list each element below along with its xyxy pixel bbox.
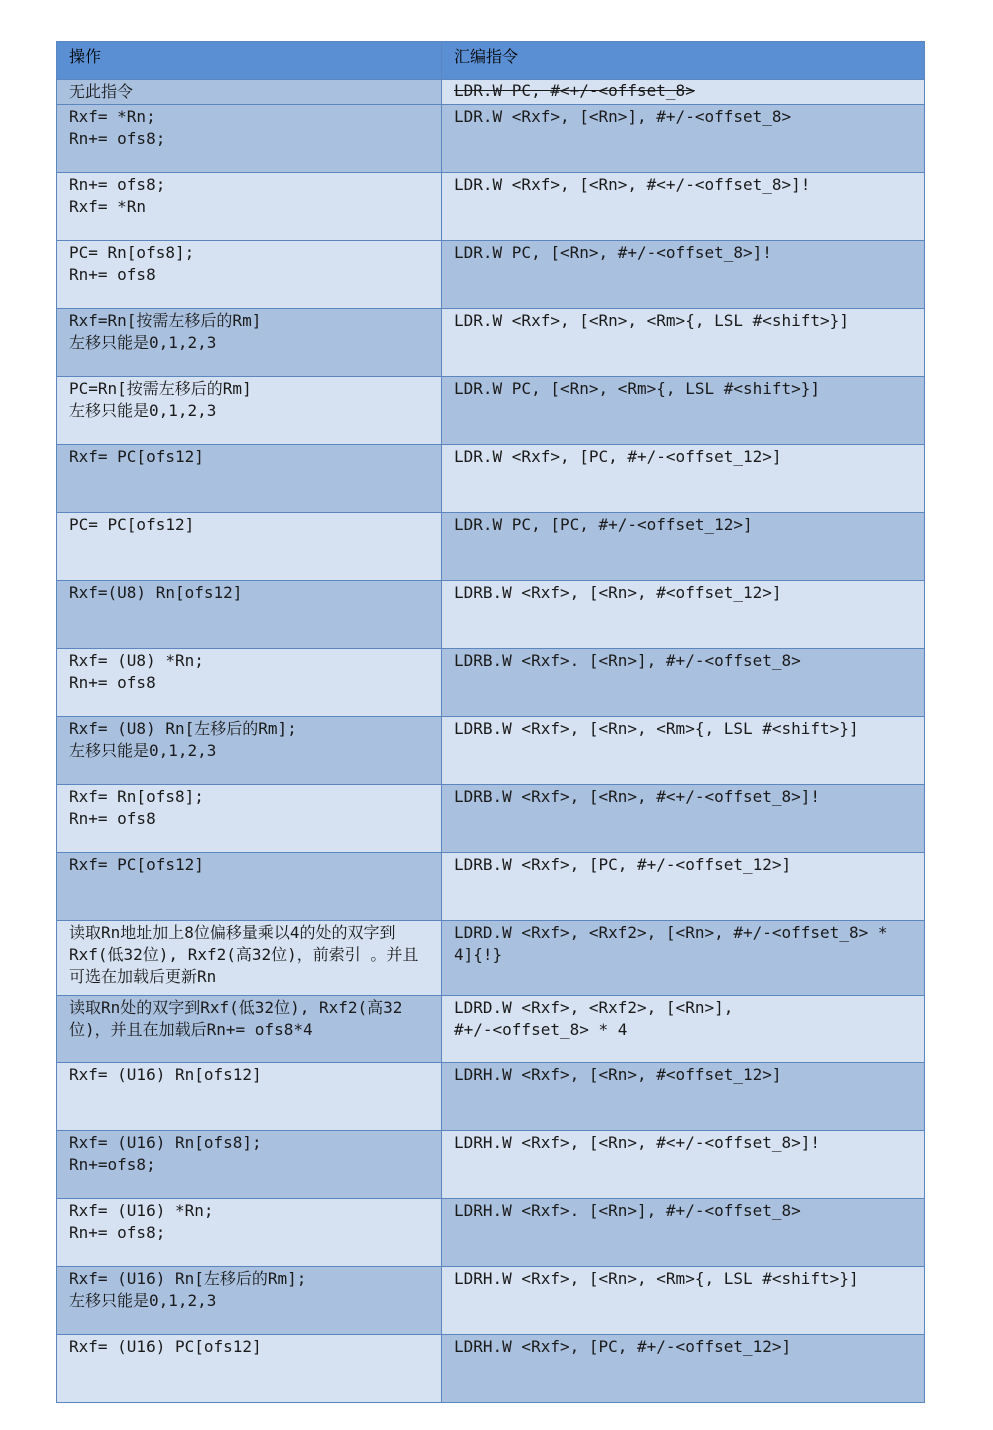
operation-cell: Rxf= (U16) Rn[ofs12] xyxy=(57,1063,442,1131)
assembly-cell: LDRH.W <Rxf>, [<Rn>, <Rm>{, LSL #<shift>}] xyxy=(442,1267,925,1335)
operation-cell: 无此指令 xyxy=(57,80,442,105)
assembly-cell: LDR.W PC, [PC, #+/-<offset_12>] xyxy=(442,513,925,581)
operation-cell: Rxf= (U8) Rn[左移后的Rm]; 左移只能是0,1,2,3 xyxy=(57,717,442,785)
instruction-table xyxy=(56,41,925,1403)
assembly-cell: LDRH.W <Rxf>, [<Rn>, #<offset_12>] xyxy=(442,1063,925,1131)
operation-cell: Rxf= PC[ofs12] xyxy=(57,853,442,921)
assembly-cell: LDR.W <Rxf>, [<Rn>, #<+/-<offset_8>]! xyxy=(442,173,925,241)
assembly-cell: LDRH.W <Rxf>, [PC, #+/-<offset_12>] xyxy=(442,1335,925,1403)
assembly-cell: LDR.W PC, #<+/-<offset_8> xyxy=(442,80,925,105)
table-row xyxy=(57,921,925,996)
assembly-cell: LDRH.W <Rxf>. [<Rn>], #+/-<offset_8> xyxy=(442,1199,925,1267)
assembly-cell: LDR.W <Rxf>, [<Rn>, <Rm>{, LSL #<shift>}] xyxy=(442,309,925,377)
table-row xyxy=(57,1267,925,1335)
table-row xyxy=(57,1199,925,1267)
table-row xyxy=(57,80,925,105)
table-row xyxy=(57,1063,925,1131)
assembly-cell: LDR.W PC, [<Rn>, <Rm>{, LSL #<shift>}] xyxy=(442,377,925,445)
operation-cell: 读取Rn处的双字到Rxf(低32位), Rxf2(高32位)，并且在加载后Rn+= ofs8*4 xyxy=(57,996,442,1063)
assembly-cell: LDR.W <Rxf>, [<Rn>], #+/-<offset_8> xyxy=(442,105,925,173)
assembly-cell: LDRH.W <Rxf>, [<Rn>, #<+/-<offset_8>]! xyxy=(442,1131,925,1199)
table-row xyxy=(57,785,925,853)
table-row xyxy=(57,996,925,1063)
table-row xyxy=(57,581,925,649)
operation-cell: Rxf= (U16) PC[ofs12] xyxy=(57,1335,442,1403)
table-row xyxy=(57,853,925,921)
table-row xyxy=(57,445,925,513)
table-row xyxy=(57,1131,925,1199)
assembly-cell: LDRD.W <Rxf>, <Rxf2>, [<Rn>], #+/-<offset_8> * 4 xyxy=(442,996,925,1063)
assembly-cell: LDRB.W <Rxf>. [<Rn>], #+/-<offset_8> xyxy=(442,649,925,717)
assembly-cell: LDRB.W <Rxf>, [<Rn>, <Rm>{, LSL #<shift>}] xyxy=(442,717,925,785)
operation-cell: Rxf= (U16) Rn[ofs8]; Rn+=ofs8; xyxy=(57,1131,442,1199)
operation-cell: Rxf= PC[ofs12] xyxy=(57,445,442,513)
operation-cell: Rxf= (U8) *Rn; Rn+= ofs8 xyxy=(57,649,442,717)
operation-cell: Rxf= (U16) Rn[左移后的Rm]; 左移只能是0,1,2,3 xyxy=(57,1267,442,1335)
table-row xyxy=(57,1335,925,1403)
operation-cell: Rxf= (U16) *Rn; Rn+= ofs8; xyxy=(57,1199,442,1267)
assembly-cell: LDRB.W <Rxf>, [<Rn>, #<offset_12>] xyxy=(442,581,925,649)
table-row xyxy=(57,105,925,173)
table-row xyxy=(57,649,925,717)
table-row xyxy=(57,309,925,377)
assembly-cell: LDR.W PC, [<Rn>, #+/-<offset_8>]! xyxy=(442,241,925,309)
operation-cell: Rxf=(U8) Rn[ofs12] xyxy=(57,581,442,649)
table-row xyxy=(57,241,925,309)
operation-cell: Rxf= *Rn; Rn+= ofs8; xyxy=(57,105,442,173)
operation-cell: PC=Rn[按需左移后的Rm] 左移只能是0,1,2,3 xyxy=(57,377,442,445)
operation-cell: PC= Rn[ofs8]; Rn+= ofs8 xyxy=(57,241,442,309)
operation-cell: Rxf=Rn[按需左移后的Rm] 左移只能是0,1,2,3 xyxy=(57,309,442,377)
header-assembly: 汇编指令 xyxy=(442,42,925,80)
table-row xyxy=(57,717,925,785)
header-operation: 操作 xyxy=(57,42,442,80)
assembly-cell: LDR.W <Rxf>, [PC, #+/-<offset_12>] xyxy=(442,445,925,513)
assembly-cell: LDRD.W <Rxf>, <Rxf2>, [<Rn>, #+/-<offset_8> * 4]{!} xyxy=(442,921,925,996)
operation-cell: 读取Rn地址加上8位偏移量乘以4的处的双字到Rxf(低32位), Rxf2(高32位)，前索引 。并且可选在加载后更新Rn xyxy=(57,921,442,996)
table-row xyxy=(57,173,925,241)
operation-cell: Rn+= ofs8; Rxf= *Rn xyxy=(57,173,442,241)
operation-cell: Rxf= Rn[ofs8]; Rn+= ofs8 xyxy=(57,785,442,853)
assembly-cell: LDRB.W <Rxf>, [<Rn>, #<+/-<offset_8>]! xyxy=(442,785,925,853)
table-header-row xyxy=(57,42,925,80)
assembly-cell: LDRB.W <Rxf>, [PC, #+/-<offset_12>] xyxy=(442,853,925,921)
table-row xyxy=(57,377,925,445)
table-row xyxy=(57,513,925,581)
operation-cell: PC= PC[ofs12] xyxy=(57,513,442,581)
